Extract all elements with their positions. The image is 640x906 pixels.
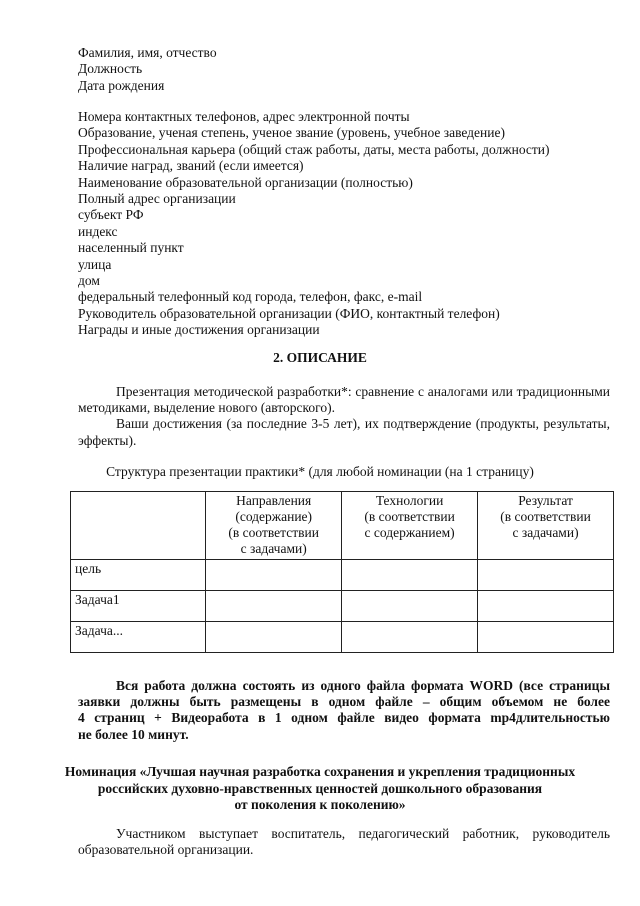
- form-field-label: Профессиональная карьера (общий стаж работы, даты, места работы, должности): [78, 141, 550, 157]
- table-cell: [478, 560, 614, 591]
- table-cell: [206, 622, 342, 653]
- table-header-row: [71, 492, 614, 560]
- table-header-technologies: [342, 492, 478, 560]
- table-header-result: [478, 492, 614, 560]
- presentation-text: Презентация методической разработки*: сравнение с аналогами или традиционными методиками, выделение нового (авторского).: [78, 384, 610, 416]
- table-cell: [206, 560, 342, 591]
- form-field-label: Наименование образовательной организации (полностью): [78, 174, 413, 190]
- table-row-label: Задача...: [71, 622, 206, 653]
- nomination-line: от поколения к поколению»: [234, 797, 406, 812]
- table-cell: [342, 622, 478, 653]
- section-heading: 2. ОПИСАНИЕ: [273, 350, 367, 365]
- table-header-directions: [206, 492, 342, 560]
- structure-table: [70, 491, 614, 653]
- table-header-empty: [71, 492, 206, 560]
- participant-paragraph: [78, 826, 610, 858]
- presentation-paragraph: [78, 384, 610, 449]
- table-header-line: с задачами): [512, 525, 579, 540]
- nomination-line: Номинация «Лучшая научная разработка сохранения и укрепления традиционных: [64, 764, 576, 779]
- form-field-label: Полный адрес организации: [78, 191, 236, 206]
- structure-caption: Структура презентации практики* (для любой номинации (на 1 страницу): [106, 464, 534, 479]
- participant-text: Участником выступает воспитатель, педагогический работник, руководитель образовательной организации.: [78, 826, 610, 858]
- table-row-label: Задача1: [71, 591, 206, 622]
- nomination-title: [0, 764, 640, 814]
- form-field-label: улица: [78, 256, 112, 272]
- form-field-label: Должность: [78, 61, 143, 77]
- table-header-line: Результат: [518, 493, 573, 508]
- form-field-label: Дата рождения: [78, 77, 165, 93]
- table-row: [71, 560, 614, 591]
- form-field-label: Наличие наград, званий (если имеется): [78, 158, 304, 174]
- table-header-line: (в соответствии: [228, 525, 319, 540]
- requirements-line: Вся работа должна состоять из одного файла формата WORD (все страницы: [116, 678, 610, 693]
- table-header-line: Технологии: [375, 493, 444, 508]
- table-header-line: (в соответствии: [364, 509, 455, 524]
- requirements-line: не более 10 минут.: [78, 726, 189, 742]
- form-field-label: Руководитель образовательной организации (ФИО, контактный телефон): [78, 305, 500, 321]
- form-field-label: Образование, ученая степень, ученое звание (уровень, учебное заведение): [78, 125, 505, 141]
- table-cell: [342, 591, 478, 622]
- table-cell: [478, 591, 614, 622]
- form-field-label: Фамилия, имя, отчество: [78, 45, 217, 60]
- form-field-label: индекс: [78, 223, 118, 239]
- table-header-line: с задачами): [240, 541, 307, 556]
- requirements-paragraph: [78, 678, 610, 743]
- nomination-line: российских духовно-нравственных ценностей дошкольного образования: [97, 780, 543, 796]
- form-field-label: дом: [78, 273, 100, 288]
- form-field-label: Награды и иные достижения организации: [78, 322, 320, 338]
- table-row-label: цель: [71, 560, 206, 591]
- table-header-line: (содержание): [235, 509, 313, 524]
- table-header-line: Направления: [236, 493, 312, 508]
- table-row: [71, 622, 614, 653]
- form-field-label: субъект РФ: [78, 207, 144, 223]
- table-cell: [478, 622, 614, 653]
- table-cell: [342, 560, 478, 591]
- requirements-line: заявки должны быть размещены в одном файле – общим объемом не более: [78, 694, 610, 710]
- achievements-text: Ваши достижения (за последние 3-5 лет), их подтверждение (продукты, результаты, эффекты).: [78, 416, 610, 448]
- table-cell: [206, 591, 342, 622]
- form-field-label: федеральный телефонный код города, телефон, факс, e-mail: [78, 289, 423, 305]
- table-row: [71, 591, 614, 622]
- table-header-line: (в соответствии: [500, 509, 591, 524]
- table-header-line: с содержанием): [364, 525, 455, 540]
- requirements-line: 4 страниц + Видеоработа в 1 одном файле видео формата mp4длительностью: [78, 710, 610, 726]
- form-field-label: населенный пункт: [78, 240, 184, 256]
- form-field-label: Номера контактных телефонов, адрес электронной почты: [78, 109, 410, 124]
